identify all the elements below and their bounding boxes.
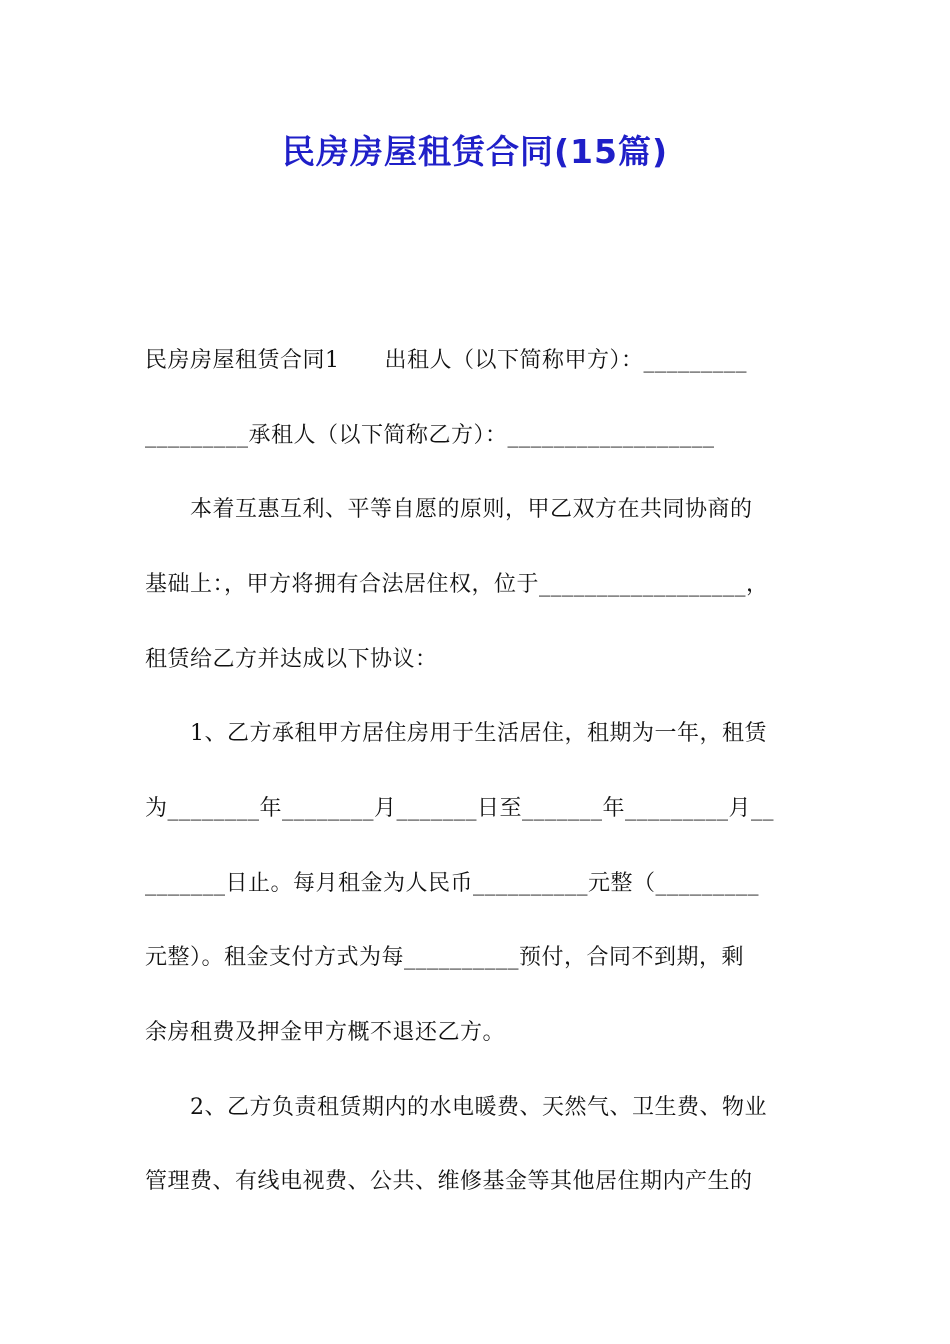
text-line-7: 为________年________月_______日至_______年_________月__ <box>145 796 775 821</box>
text-line-9: 元整）。租金支付方式为每__________预付，合同不到期，剩 <box>145 945 745 970</box>
text-line-10: 余房租费及押金甲方概不退还乙方。 <box>145 1020 506 1045</box>
text-line-5: 租赁给乙方并达成以下协议： <box>145 647 438 672</box>
text-line-4: 基础上：，甲方将拥有合法居住权，位于__________________， <box>145 572 769 597</box>
text-line-6: 1、乙方承租甲方居住房用于生活居住，租期为一年，租赁 <box>145 721 767 746</box>
text-line-2: _________承租人（以下简称乙方）：__________________ <box>145 423 715 448</box>
text-line-12: 管理费、有线电视费、公共、维修基金等其他居住期内产生的 <box>145 1169 753 1194</box>
document-title: 民房房屋租赁合同(15篇) <box>281 132 669 171</box>
text-line-1: 民房房屋租赁合同1 出租人（以下简称甲方）：_________ <box>145 348 747 373</box>
text-line-3: 本着互惠互利、平等自愿的原则，甲乙双方在共同协商的 <box>145 497 753 522</box>
text-line-8: _______日止。每月租金为人民币__________元整（_________ <box>145 871 760 896</box>
text-line-11: 2、乙方负责租赁期内的水电暖费、天然气、卫生费、物业 <box>145 1095 767 1120</box>
